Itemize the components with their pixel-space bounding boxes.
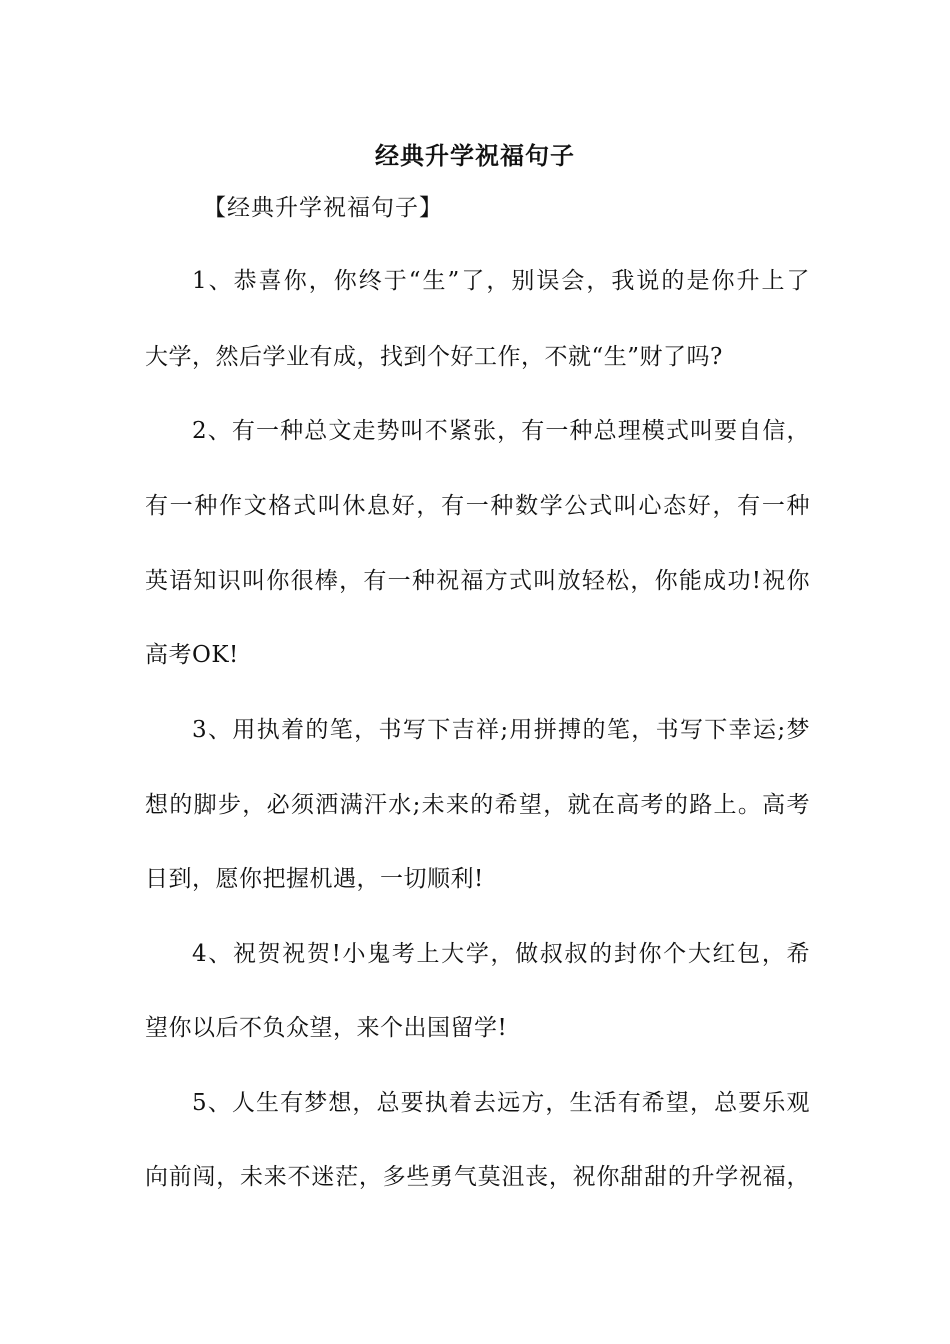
paragraph-line: 5、人生有梦想，总要执着去远方，生活有希望，总要乐观 (192, 1090, 810, 1116)
paragraph-line: 3、用执着的笔，书写下吉祥;用拼搏的笔，书写下幸运;梦 (192, 717, 810, 743)
document-subtitle: 【经典升学祝福句子】 (203, 195, 443, 221)
paragraph-line: 向前闯，未来不迷茫，多些勇气莫沮丧，祝你甜甜的升学祝福， (145, 1164, 810, 1190)
paragraph-line: 高考OK! (145, 642, 239, 668)
paragraph-line: 英语知识叫你很棒，有一种祝福方式叫放轻松，你能成功!祝你 (145, 568, 810, 594)
paragraph-line: 日到，愿你把握机遇，一切顺利! (145, 866, 484, 892)
paragraph-line: 望你以后不负众望，来个出国留学! (145, 1015, 508, 1041)
paragraph-line: 4、祝贺祝贺!小鬼考上大学，做叔叔的封你个大红包，希 (192, 941, 810, 967)
paragraph-line: 大学，然后学业有成，找到个好工作，不就“生”财了吗? (145, 344, 723, 370)
document-title: 经典升学祝福句子 (375, 141, 575, 170)
paragraph-line: 2、有一种总文走势叫不紧张，有一种总理模式叫要自信， (192, 418, 810, 444)
paragraph-line: 想的脚步，必须洒满汗水;未来的希望，就在高考的路上。高考 (145, 792, 810, 818)
paragraph-line: 有一种作文格式叫休息好，有一种数学公式叫心态好，有一种 (145, 493, 810, 519)
paragraph-line: 1、恭喜你，你终于“生”了，别误会，我说的是你升上了 (192, 268, 810, 294)
